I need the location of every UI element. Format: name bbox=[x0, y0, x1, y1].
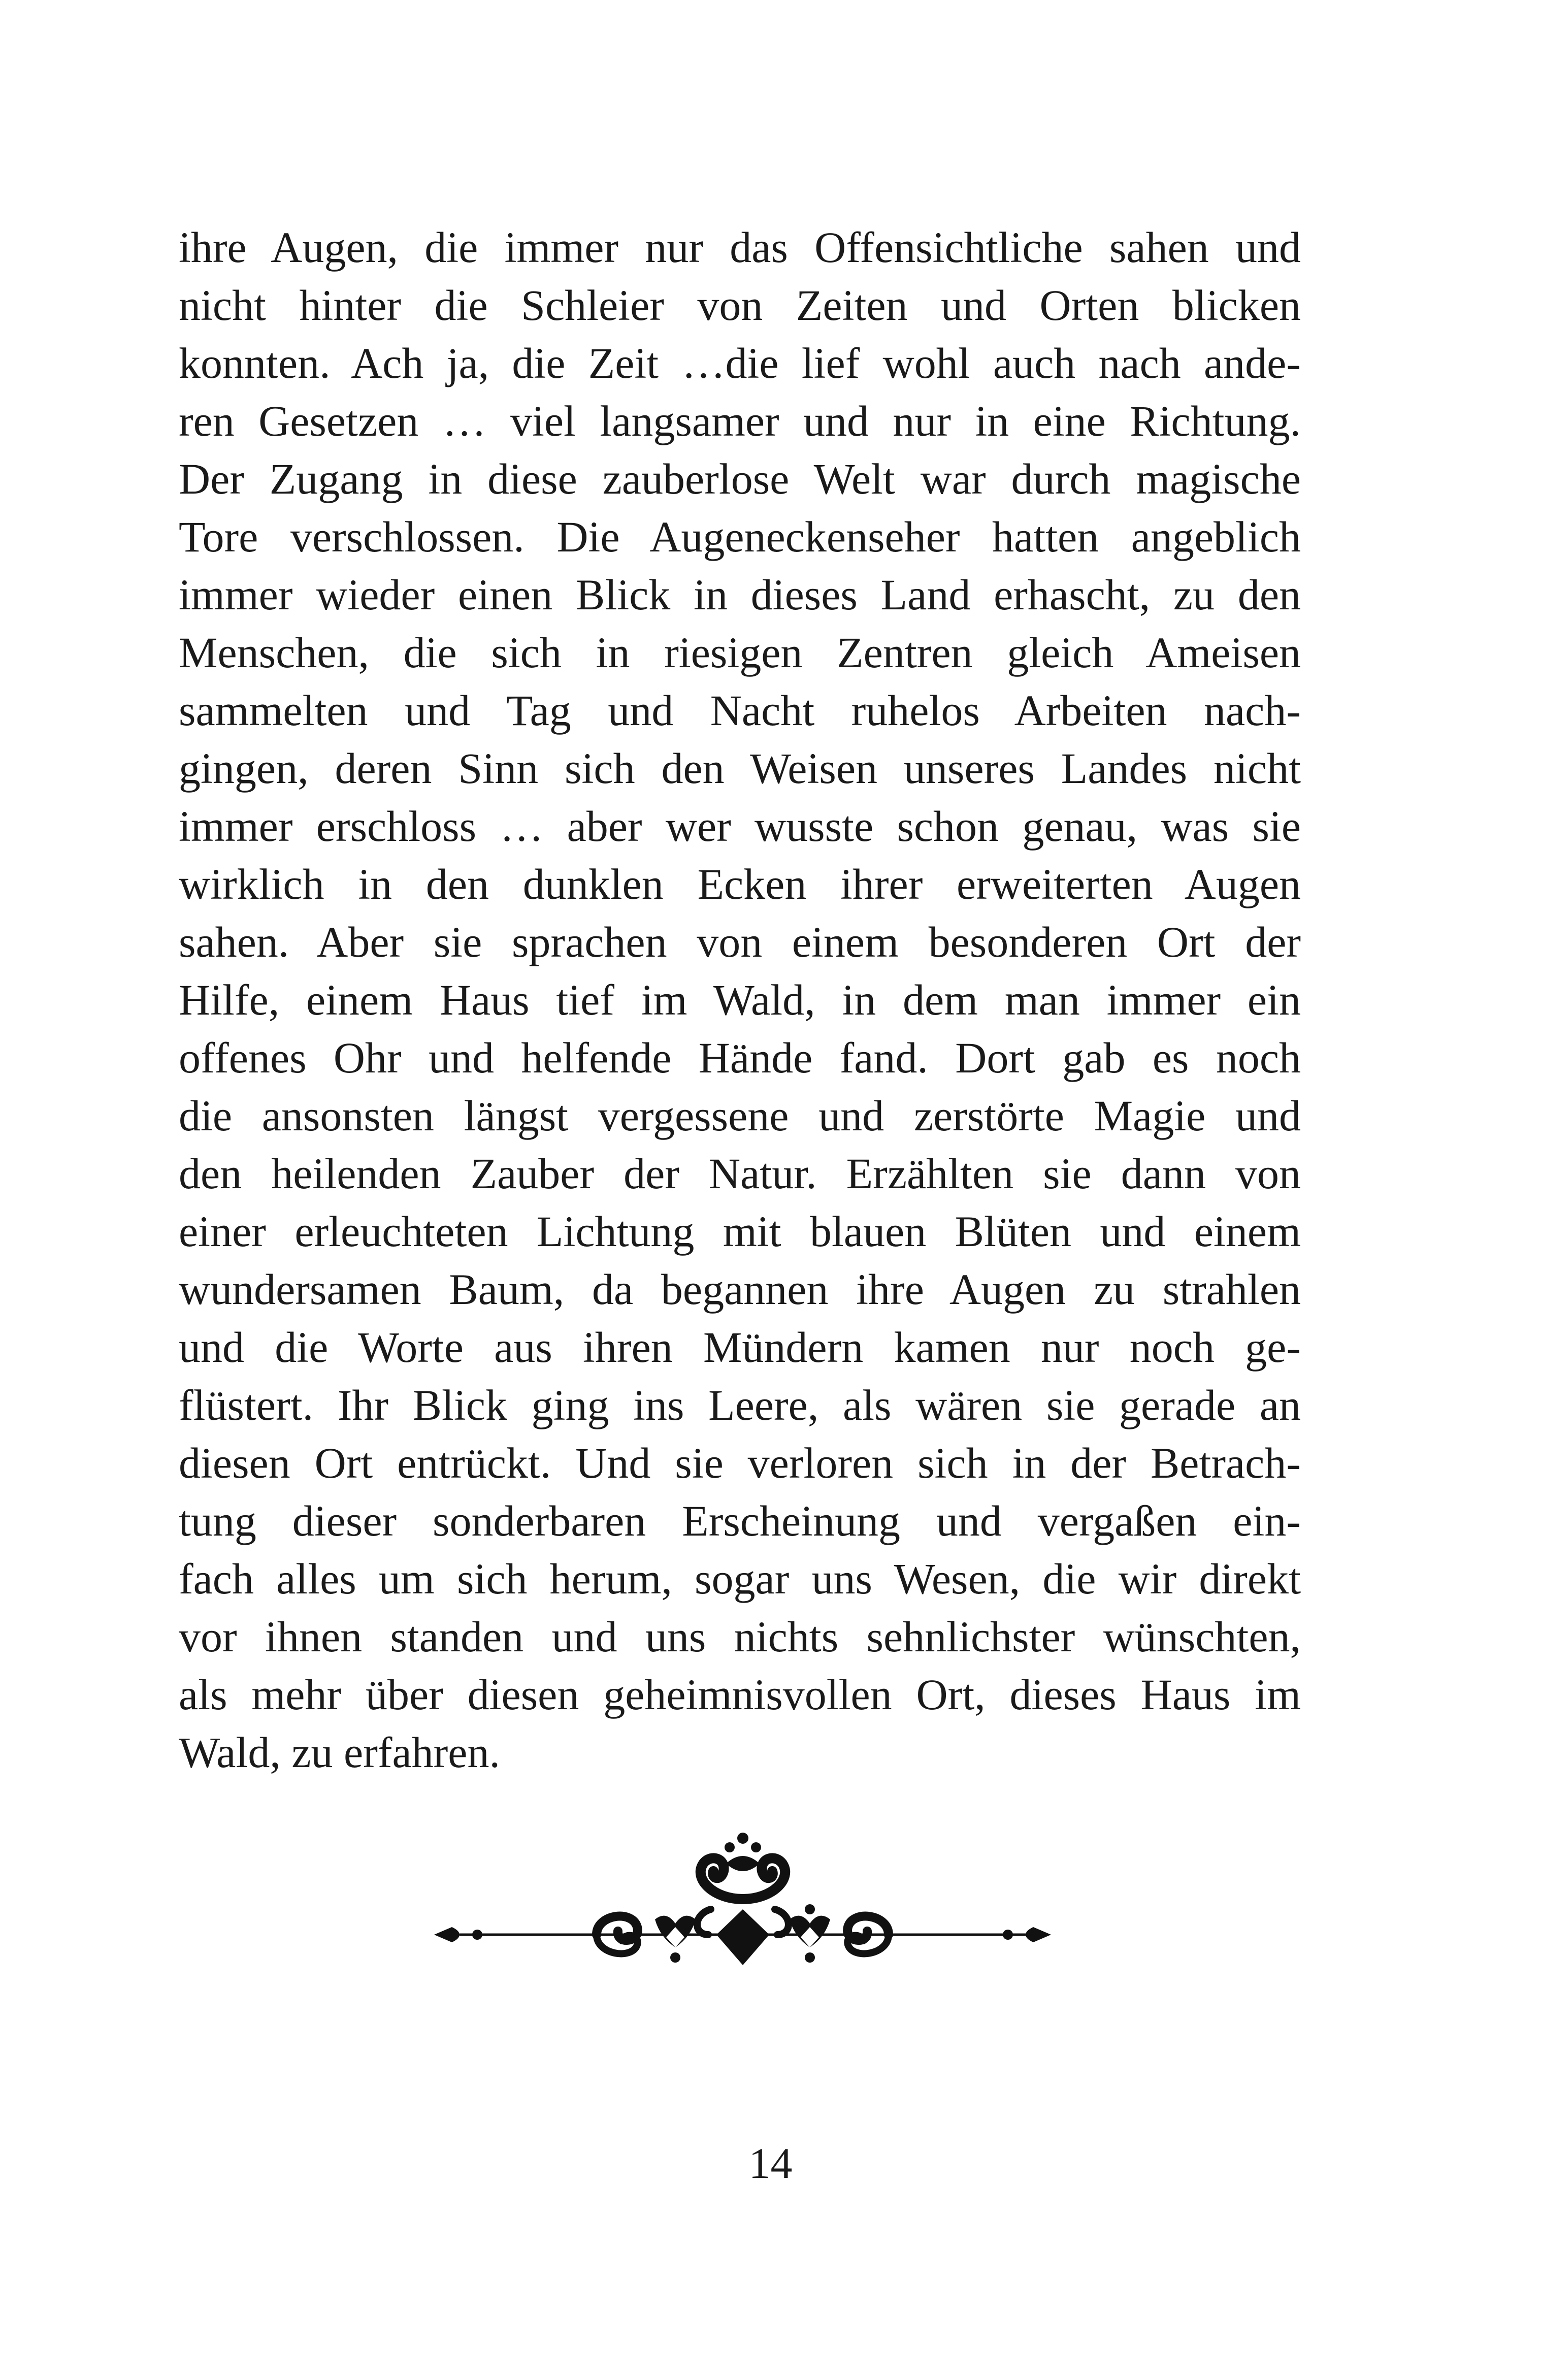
text-line: immer wieder einen Blick in dieses Land erhascht, zu den bbox=[179, 570, 1301, 619]
text-line: nicht hinter die Schleier von Zeiten und Orten blicken bbox=[179, 281, 1301, 330]
text-line: Hilfe, einem Haus tief im Wald, in dem man immer ein bbox=[179, 975, 1301, 1024]
text-line: offenes Ohr und helfende Hände fand. Dort gab es noch bbox=[179, 1033, 1301, 1082]
text-line: Menschen, die sich in riesigen Zentren gleich Ameisen bbox=[179, 628, 1301, 677]
text-line: sammelten und Tag und Nacht ruhelos Arbeiten nach- bbox=[179, 686, 1301, 735]
text-line: fach alles um sich herum, sogar uns Wesen, die wir direkt bbox=[179, 1554, 1301, 1603]
text-line: die ansonsten längst vergessene und zerstörte Magie und bbox=[179, 1091, 1301, 1140]
text-line: ihre Augen, die immer nur das Offensichtliche sahen und bbox=[179, 223, 1301, 272]
text-line: tung dieser sonderbaren Erscheinung und vergaßen ein- bbox=[179, 1496, 1301, 1545]
text-line: vor ihnen standen und uns nichts sehnlichster wünschten, bbox=[179, 1612, 1301, 1661]
text-line: als mehr über diesen geheimnisvollen Ort, dieses Haus im bbox=[179, 1670, 1301, 1719]
text-line: immer erschloss … aber wer wusste schon genau, was sie bbox=[179, 802, 1301, 851]
text-line: den heilenden Zauber der Natur. Erzählten sie dann von bbox=[179, 1149, 1301, 1198]
text-line: ren Gesetzen … viel langsamer und nur in eine Richtung. bbox=[179, 397, 1301, 445]
text-line: und die Worte aus ihren Mündern kamen nur noch ge- bbox=[179, 1323, 1301, 1372]
text-line: einer erleuchteten Lichtung mit blauen Blüten und einem bbox=[179, 1207, 1301, 1256]
ornamental-divider-icon bbox=[429, 1823, 1056, 1985]
body-paragraph bbox=[179, 218, 1301, 1781]
text-line: diesen Ort entrückt. Und sie verloren sich in der Betrach- bbox=[179, 1439, 1301, 1487]
page-number: 14 bbox=[748, 2139, 793, 2188]
text-line: sahen. Aber sie sprachen von einem besonderen Ort der bbox=[179, 918, 1301, 966]
text-line: Wald, zu erfahren. bbox=[179, 1728, 500, 1777]
text-line: wirklich in den dunklen Ecken ihrer erweiterten Augen bbox=[179, 860, 1301, 908]
text-line: Der Zugang in diese zauberlose Welt war durch magische bbox=[179, 454, 1301, 503]
text-line: konnten. Ach ja, die Zeit …die lief wohl auch nach ande- bbox=[179, 339, 1301, 387]
text-line: gingen, deren Sinn sich den Weisen unseres Landes nicht bbox=[179, 744, 1301, 793]
text-line: Tore verschlossen. Die Augeneckenseher hatten angeblich bbox=[179, 512, 1301, 561]
text-line: flüstert. Ihr Blick ging ins Leere, als wären sie gerade an bbox=[179, 1381, 1301, 1429]
text-line: wundersamen Baum, da begannen ihre Augen zu strahlen bbox=[179, 1265, 1301, 1314]
